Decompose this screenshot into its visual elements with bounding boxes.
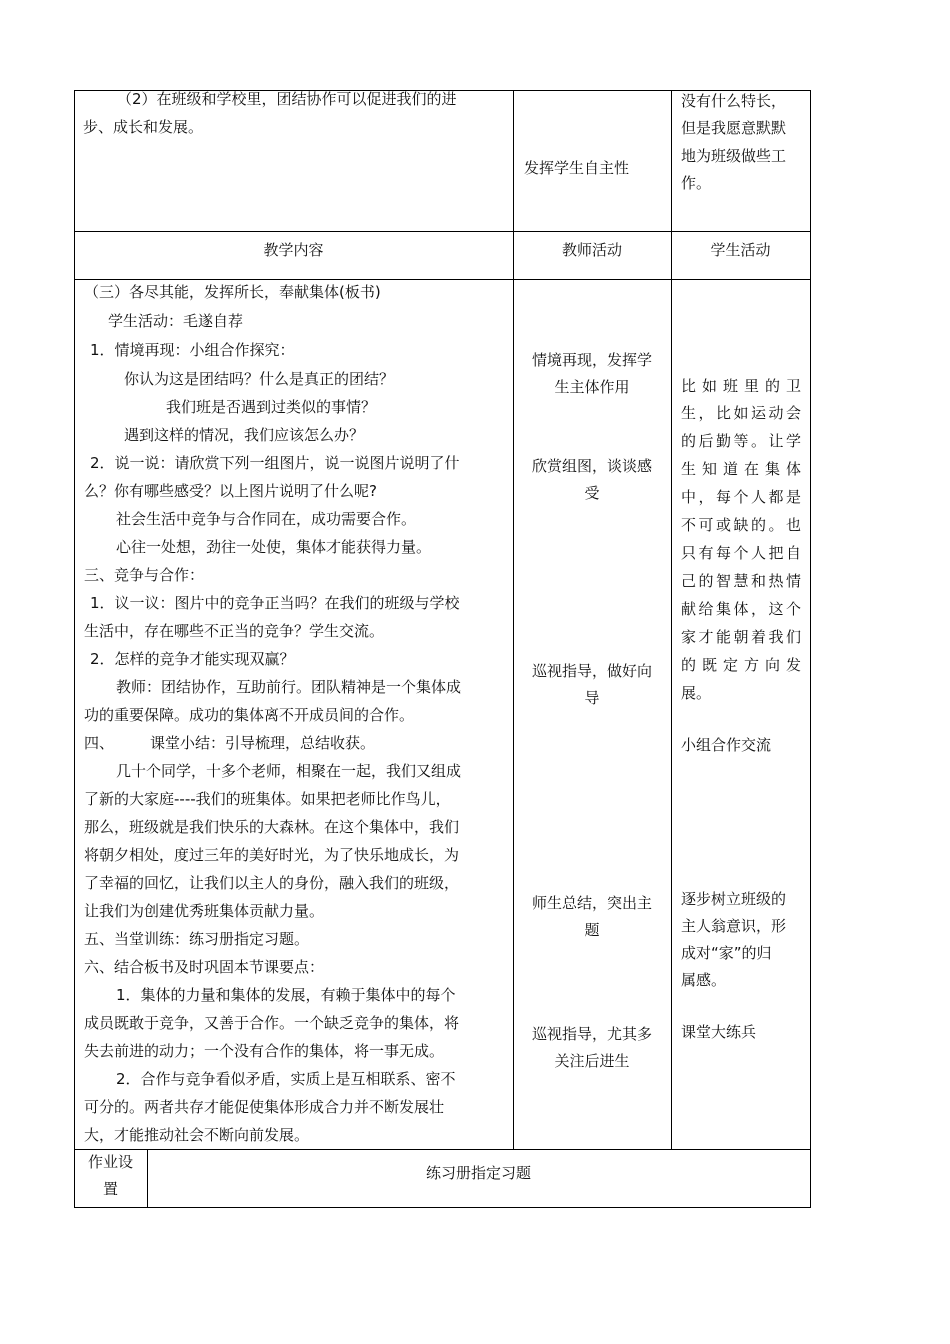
header-teacher: 教师活动	[561, 241, 622, 259]
student-activity-line: 展。	[681, 684, 712, 702]
student-activity-line: 生，比如运动会	[681, 404, 801, 422]
content-line: 了幸福的回忆，让我们以主人的身份，融入我们的班级，	[84, 874, 460, 892]
table-divider	[74, 231, 811, 232]
content-line: 1．议一议：图片中的竞争正当吗？在我们的班级与学校	[90, 594, 460, 612]
teacher-activity-line: 欣赏组图，谈谈感	[531, 457, 652, 475]
content-line: 三、竞争与合作：	[84, 566, 205, 584]
teacher-activity-line: 受	[584, 484, 600, 502]
content-line: 六、结合板书及时巩固本节课要点：	[84, 958, 325, 976]
teacher-activity-line: 关注后进生	[554, 1052, 630, 1070]
content-line: 大，才能推动社会不断向前发展。	[84, 1126, 310, 1144]
content-line: 遇到这样的情况，我们应该怎么办？	[124, 426, 365, 444]
content-line: 了新的大家庭----我们的班集体。如果把老师比作鸟儿，	[84, 790, 451, 808]
content-line: 我们班是否遇到过类似的事情？	[166, 398, 377, 416]
table-divider	[74, 1149, 811, 1150]
table-border-bottom	[74, 1207, 811, 1208]
student-activity-line: 比如班里的卫	[681, 377, 801, 395]
student-activity-line: 没有什么特长，	[681, 92, 787, 110]
content-line: 1．情境再现：小组合作探究：	[90, 341, 295, 359]
student-activity-line: 只有每个人把自	[681, 544, 801, 562]
content-line: （2）在班级和学校里，团结协作可以促进我们的进	[117, 90, 457, 108]
teacher-activity-line: 师生总结，突出主	[531, 894, 652, 912]
student-activity-line: 己的智慧和热情	[681, 572, 801, 590]
content-line: （三）各尽其能，发挥所长，奉献集体(板书)	[84, 283, 381, 301]
teacher-activity-line: 导	[584, 689, 600, 707]
student-activity-line: 逐步树立班级的	[681, 890, 787, 908]
teacher-activity-line: 情境再现，发挥学	[531, 351, 652, 369]
content-line: 四、	[84, 734, 115, 752]
student-activity-line: 但是我愿意默默	[681, 119, 787, 137]
content-line: 社会生活中竞争与合作同在，成功需要合作。	[116, 510, 417, 528]
table-divider	[74, 279, 811, 280]
table-border-right	[810, 90, 811, 1208]
student-activity-line: 的后勤等。让学	[681, 432, 801, 450]
student-activity-line: 属感。	[681, 971, 727, 989]
content-line: 几十个同学，十多个老师，相聚在一起，我们又组成	[116, 762, 462, 780]
student-activity-line: 作。	[681, 174, 712, 192]
header-student: 学生活动	[710, 241, 771, 259]
content-line: 你认为这是团结吗？什么是真正的团结？	[124, 370, 395, 388]
teacher-activity: 发挥学生自主性	[524, 159, 630, 177]
content-line: 心往一处想，劲往一处使，集体才能获得力量。	[116, 538, 432, 556]
content-line: 那么，班级就是我们快乐的大森林。在这个集体中，我们	[84, 818, 460, 836]
student-activity-line: 地为班级做些工	[681, 147, 787, 165]
content-line: 五、当堂训练：练习册指定习题。	[84, 930, 310, 948]
content-line: 2．说一说：请欣赏下列一组图片，说一说图片说明了什	[90, 454, 460, 472]
content-line: 2．合作与竞争看似矛盾，实质上是互相联系、密不	[116, 1070, 456, 1088]
header-content: 教学内容	[263, 241, 324, 259]
student-activity-line: 课堂大练兵	[681, 1023, 757, 1041]
content-line: 可分的。两者共存才能促使集体形成合力并不断发展壮	[84, 1098, 445, 1116]
student-activity-line: 成对“家”的归	[681, 944, 772, 962]
student-activity-line: 不可或缺的。也	[681, 516, 801, 534]
content-line: 让我们为创建优秀班集体贡献力量。	[84, 902, 325, 920]
student-activity-line: 小组合作交流	[681, 736, 772, 754]
homework-label: 作业设	[87, 1153, 133, 1171]
content-line: 学生活动：毛遂自荐	[108, 312, 244, 330]
content-line: 步、成长和发展。	[83, 118, 204, 136]
content-line: 失去前进的动力；一个没有合作的集体，将一事无成。	[84, 1042, 445, 1060]
student-activity-line: 的既定方向发	[681, 656, 801, 674]
content-line: 1．集体的力量和集体的发展，有赖于集体中的每个	[116, 986, 456, 1004]
homework-label: 置	[102, 1180, 118, 1198]
homework-content: 练习册指定习题	[425, 1164, 531, 1182]
student-activity-line: 献给集体，这个	[681, 600, 801, 618]
student-activity-line: 家才能朝着我们	[681, 628, 801, 646]
teacher-activity-line: 巡视指导，尤其多	[531, 1025, 652, 1043]
teacher-activity-line: 题	[584, 921, 600, 939]
content-line: 2．怎样的竞争才能实现双赢？	[90, 650, 295, 668]
teacher-activity-line: 生主体作用	[554, 378, 630, 396]
content-line: 将朝夕相处，度过三年的美好时光，为了快乐地成长，为	[84, 846, 460, 864]
content-line: 成员既敢于竞争，又善于合作。一个缺乏竞争的集体，将	[84, 1014, 460, 1032]
content-line: 么？你有哪些感受？以上图片说明了什么呢?	[84, 482, 377, 500]
student-activity-line: 主人翁意识，形	[681, 917, 787, 935]
teacher-activity-line: 巡视指导，做好向	[531, 662, 652, 680]
content-line: 功的重要保障。成功的集体离不开成员间的合作。	[84, 706, 415, 724]
student-activity-line: 中，每个人都是	[681, 488, 801, 506]
content-line: 教师：团结协作，互助前行。团队精神是一个集体成	[116, 678, 462, 696]
content-line: 生活中，存在哪些不正当的竞争？学生交流。	[84, 622, 385, 640]
student-activity-line: 生知道在集体	[681, 460, 801, 478]
content-line: 课堂小结：引导梳理，总结收获。	[150, 734, 376, 752]
